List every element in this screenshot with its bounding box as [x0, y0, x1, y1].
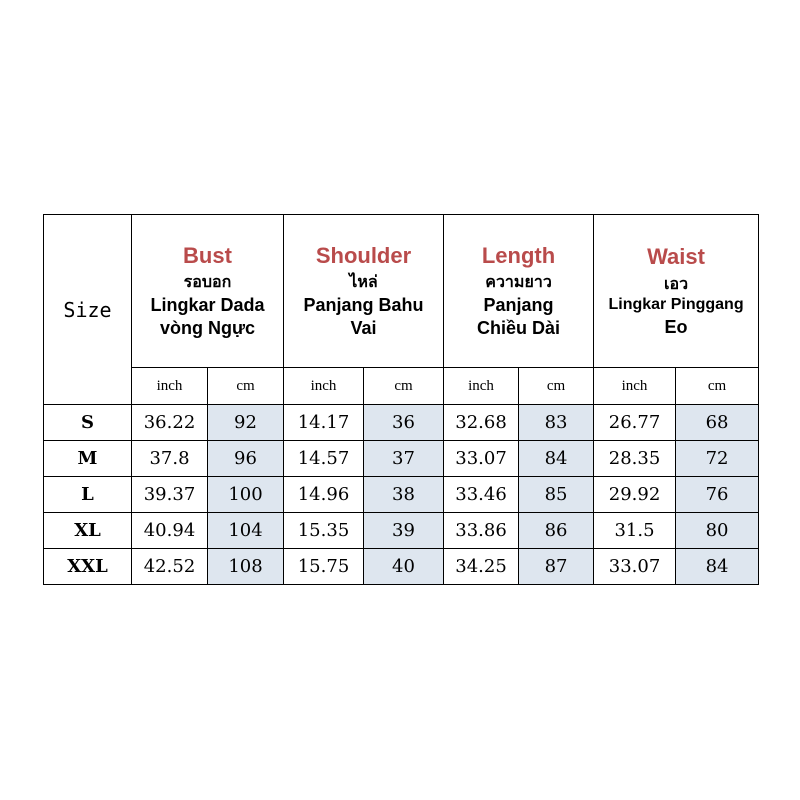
shoulder-label-line-1: Panjang Bahu — [303, 294, 424, 315]
bust-header — [132, 215, 284, 368]
size-label: XL — [44, 513, 132, 549]
waist-inch-cell: 26.77 — [594, 405, 676, 441]
shoulder-inch-cell: 15.35 — [284, 513, 364, 549]
waist-title: Waist — [647, 244, 705, 270]
size-label: L — [44, 477, 132, 513]
length-label-line-1: Panjang — [483, 294, 554, 315]
bust-label-line-2: vòng Ngực — [159, 317, 256, 338]
bust-inch-cell: 36.22 — [132, 405, 208, 441]
length-cm-cell: 83 — [519, 405, 594, 441]
shoulder-inch-unit: inch — [284, 368, 364, 405]
length-inch-cell: 33.07 — [444, 441, 519, 477]
waist-inch-cell: 29.92 — [594, 477, 676, 513]
length-inch-cell: 33.46 — [444, 477, 519, 513]
waist-cm-cell: 72 — [676, 441, 759, 477]
length-cm-cell: 84 — [519, 441, 594, 477]
bust-cm-unit: cm — [208, 368, 284, 405]
waist-cm-cell: 80 — [676, 513, 759, 549]
waist-header — [594, 215, 759, 368]
waist-inch-cell: 28.35 — [594, 441, 676, 477]
length-cm-cell: 87 — [519, 549, 594, 585]
length-inch-unit: inch — [444, 368, 519, 405]
shoulder-inch-cell: 14.96 — [284, 477, 364, 513]
size-label: S — [44, 405, 132, 441]
length-cm-cell: 86 — [519, 513, 594, 549]
bust-inch-cell: 42.52 — [132, 549, 208, 585]
waist-cm-cell: 76 — [676, 477, 759, 513]
size-chart-table — [43, 214, 759, 585]
table-row — [44, 513, 759, 549]
shoulder-inch-cell: 15.75 — [284, 549, 364, 585]
table-row — [44, 477, 759, 513]
shoulder-inch-cell: 14.57 — [284, 441, 364, 477]
shoulder-title: Shoulder — [315, 243, 412, 269]
waist-inch-cell: 33.07 — [594, 549, 676, 585]
length-title: Length — [481, 243, 556, 269]
waist-cm-unit: cm — [676, 368, 759, 405]
table-row — [44, 405, 759, 441]
length-inch-cell: 34.25 — [444, 549, 519, 585]
shoulder-cm-cell: 38 — [364, 477, 444, 513]
shoulder-cm-cell: 39 — [364, 513, 444, 549]
bust-label-line-1: Lingkar Dada — [150, 294, 265, 315]
bust-thai-label: รอบอก — [183, 274, 232, 292]
shoulder-thai-label: ไหล่ — [349, 274, 378, 292]
bust-title: Bust — [183, 243, 232, 269]
bust-inch-cell: 39.37 — [132, 477, 208, 513]
length-inch-cell: 32.68 — [444, 405, 519, 441]
length-cm-unit: cm — [519, 368, 594, 405]
length-header — [444, 215, 594, 368]
waist-thai-label: เอว — [664, 275, 689, 293]
bust-inch-cell: 40.94 — [132, 513, 208, 549]
bust-cm-cell: 104 — [208, 513, 284, 549]
bust-inch-unit: inch — [132, 368, 208, 405]
length-thai-label: ความยาว — [485, 274, 552, 292]
shoulder-cm-unit: cm — [364, 368, 444, 405]
waist-cm-cell: 68 — [676, 405, 759, 441]
waist-cm-cell: 84 — [676, 549, 759, 585]
waist-label-line-2: Eo — [664, 316, 688, 337]
shoulder-cm-cell: 37 — [364, 441, 444, 477]
unit-row — [44, 368, 759, 405]
length-label-line-2: Chiều Dài — [477, 317, 561, 338]
shoulder-cm-cell: 40 — [364, 549, 444, 585]
shoulder-cm-cell: 36 — [364, 405, 444, 441]
header-row — [44, 215, 759, 368]
waist-inch-unit: inch — [594, 368, 676, 405]
size-label: XXL — [44, 549, 132, 585]
length-inch-cell: 33.86 — [444, 513, 519, 549]
shoulder-inch-cell: 14.17 — [284, 405, 364, 441]
bust-cm-cell: 108 — [208, 549, 284, 585]
size-label: M — [44, 441, 132, 477]
table-row — [44, 549, 759, 585]
length-cm-cell: 85 — [519, 477, 594, 513]
size-header: Size — [44, 215, 132, 405]
waist-label-line-1: Lingkar Pinggang — [608, 296, 744, 314]
bust-cm-cell: 92 — [208, 405, 284, 441]
bust-cm-cell: 96 — [208, 441, 284, 477]
shoulder-header — [284, 215, 444, 368]
bust-cm-cell: 100 — [208, 477, 284, 513]
bust-inch-cell: 37.8 — [132, 441, 208, 477]
table-row — [44, 441, 759, 477]
waist-inch-cell: 31.5 — [594, 513, 676, 549]
shoulder-label-line-2: Vai — [350, 317, 377, 338]
